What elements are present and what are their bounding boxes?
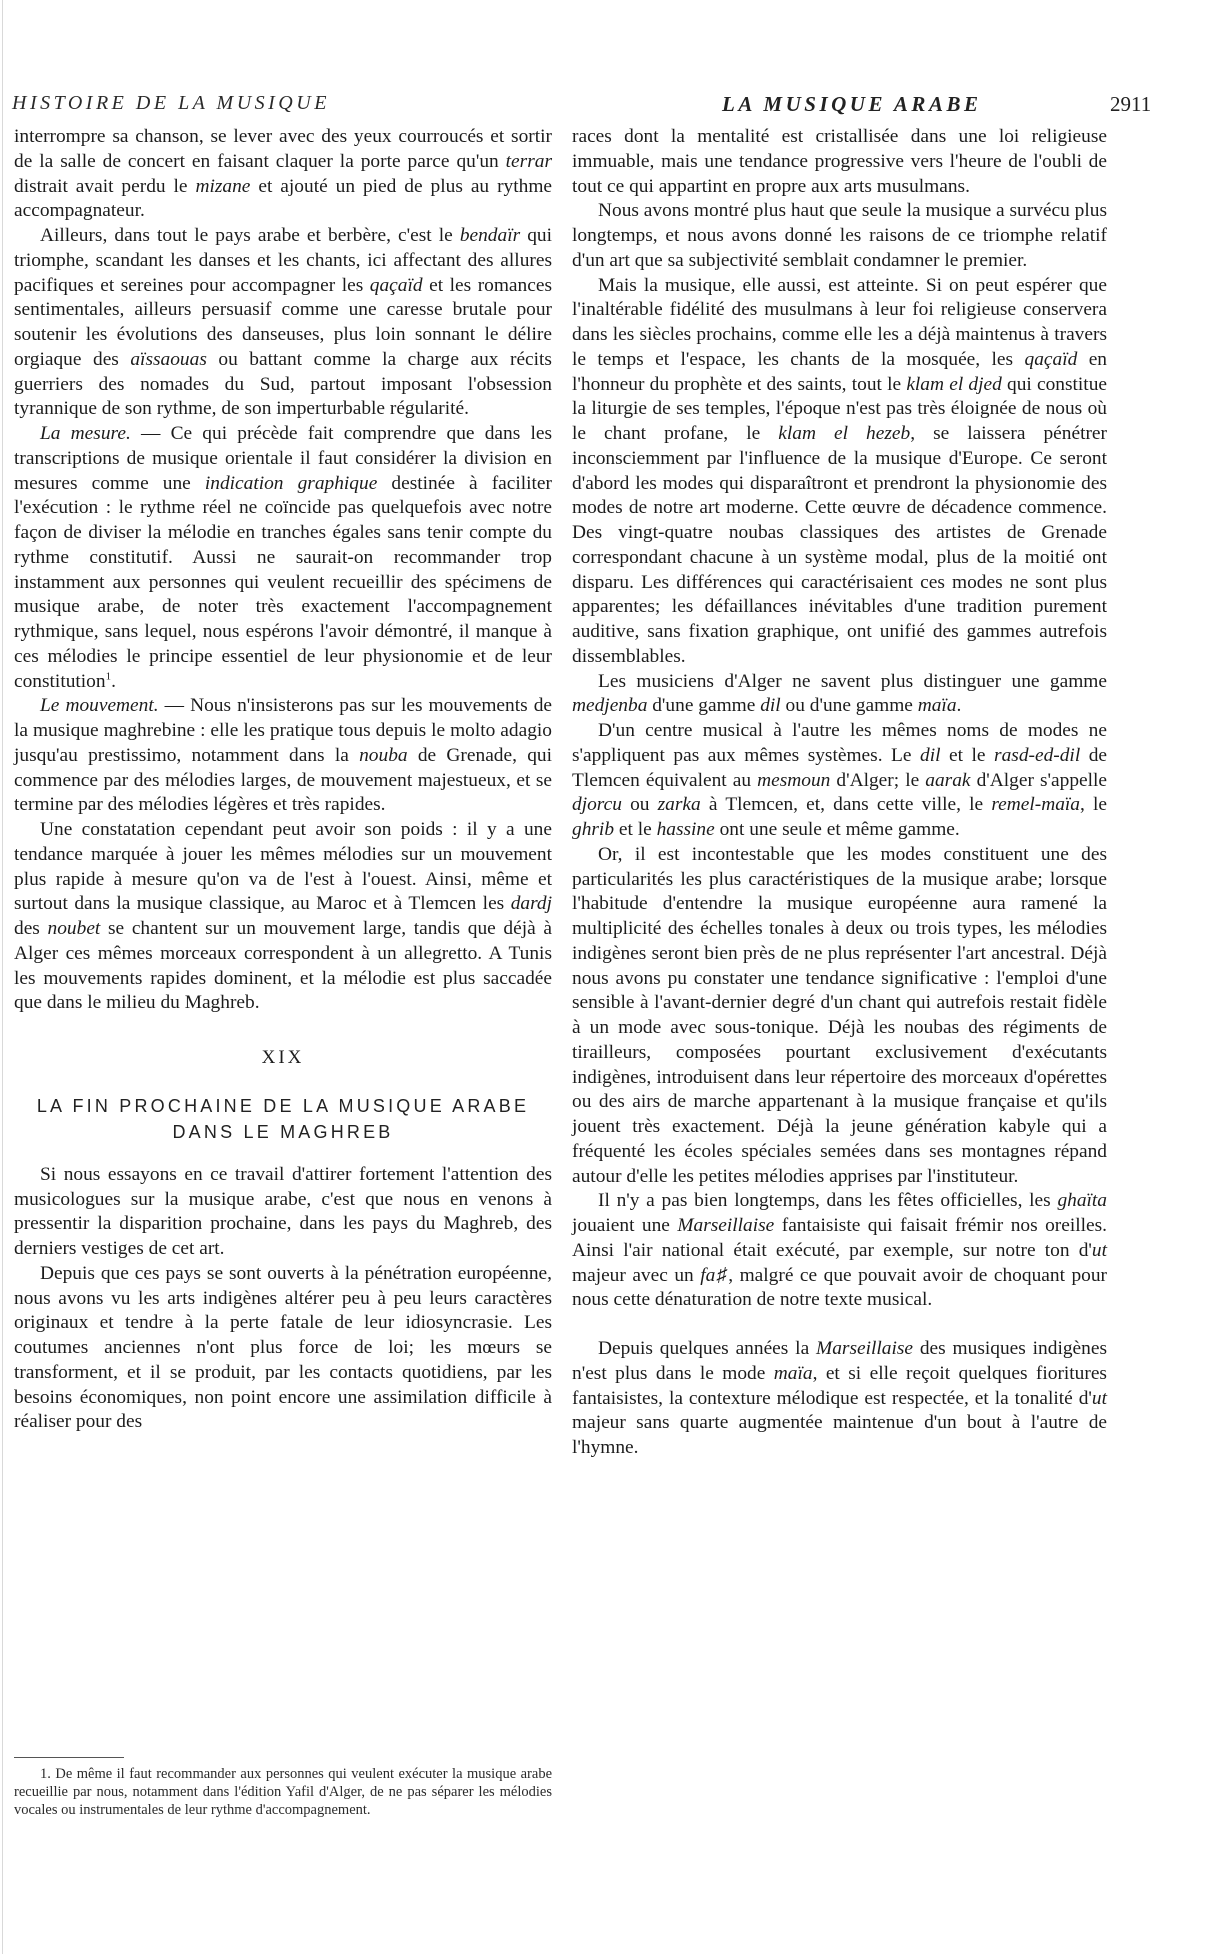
page-gutter-line: [2, 0, 3, 1954]
text-run: ou d'une gamme: [780, 695, 918, 717]
text-run: qui triomphe, scandant les danses et les chants, ici affectant des allures pacifiques et sereines pour accompagner les: [14, 225, 552, 296]
italic-term: dardj: [510, 893, 552, 915]
text-run: et ajouté un pied de plus au rythme accompagnateur.: [14, 175, 553, 222]
right-column: [572, 125, 1107, 1461]
italic-term: aarak: [925, 769, 971, 791]
paragraph: Or, il est incontestable que les modes constituent une des particularités les plus caractéristiques de la musique arabe; lorsque l'habitude d'entendre la musique européenne aura ramené la multiplicité des échelles tonales à deux ou trois types, les mélodies indigènes seront bien près de ne plus représenter l'art ancestral. Déjà nous avons pu constater une tendance significative : l'emploi d'une sensible à l'avant-dernier degré d'un chant qui autrefois restait fidèle à un mode avec sous-tonique. Déjà les noubas des régiments de tirailleurs, composées pourtant exclusivement d'exécutants indigènes, introduisent dans leur répertoire des morceaux d'opérettes ou des airs de marche appartenant à la musique française et qu'ils jouent très exactement. Déjà la jeune génération kabyle qui a fréquenté les écoles spéciales semées dans ses montagnes répand autour d'elle les petites mélodies apprises par l'instituteur.: [572, 843, 1107, 1187]
text-run: et le: [614, 819, 657, 840]
page-number: 2911: [1110, 92, 1152, 116]
text-run: destinée à faciliter l'exécution : le rythme réel ne coïncide pas quelquefois avec notre façon de diviser la mélodie en tranches égales sans tenir compte du rythme constitutif. Aussi ne saurait-on recommander trop instamment aux personnes qui veulent recueillir des spécimens de musique arabe, de noter très exactement l'accompagnement rythmique, sans lequel, nous espérons l'avoir démontré, il manque à ces mélodies le principe essentiel de leur physionomie et de leur constitution: [14, 472, 552, 692]
text-run: , le: [1079, 794, 1107, 816]
footnote-rule: [14, 1757, 124, 1758]
text-run: Ailleurs, dans tout le pays arabe et berbère, c'est le: [40, 225, 460, 246]
paragraph: [572, 274, 1107, 670]
text-run: à Tlemcen, et, dans cette ville, le: [700, 794, 992, 816]
text-run: — Nous n'insisterons pas sur les mouvements de la musique maghrebine : elle les pratique tous depuis le molto adagio jusqu'au prestissimo, notamment dans la: [14, 695, 552, 766]
text-run: fantaisiste qui faisait frémir nos oreilles. Ainsi l'air national était exécuté, par exemple, sur notre ton d': [572, 1215, 1107, 1261]
text-run: — Ce qui précède fait comprendre que dans les transcriptions de musique orientale il faut considérer la division en mesures comme une: [14, 423, 552, 494]
section-numeral: XIX: [261, 1047, 305, 1068]
paragraph: [14, 125, 552, 224]
paragraph: [14, 818, 552, 1016]
paragraph: [14, 224, 552, 422]
italic-term: rasd-ed-dil: [994, 744, 1081, 766]
text-run: de Grenade, qui commence par des mélodies larges, de mouvement majestueux, et se termine par des mélodies légères et très rapides.: [14, 744, 552, 816]
paragraph: [572, 719, 1107, 843]
section-title-line: LA FIN PROCHAINE DE LA MUSIQUE ARABE: [36, 1095, 530, 1116]
italic-term: ut: [1091, 1387, 1107, 1409]
running-header-right: LA MUSIQUE ARABE: [722, 92, 982, 116]
italic-term: hassine: [656, 819, 715, 840]
italic-term: terrar: [505, 150, 552, 172]
text-run: d'Alger; le: [830, 769, 926, 791]
italic-term: indication graphique: [204, 472, 378, 494]
paragraph: Si nous essayons en ce travail d'attirer fortement l'attention des musicologues sur la musique arabe, c'est que nous en venons à pressentir la disparition prochaine, dans les pays du Maghreb, des derniers vestiges de cet art.: [14, 1163, 552, 1259]
text-run: Il n'y a pas bien longtemps, dans les fêtes officielles, les: [598, 1190, 1058, 1212]
italic-term: mesmoun: [757, 769, 831, 791]
footnote-marker: 1: [105, 670, 112, 683]
italic-term: klam el hezeb: [778, 423, 911, 444]
text-run: des: [14, 918, 48, 939]
italic-term: klam el djed: [906, 373, 1002, 395]
footnote: 1. De même il faut recommander aux personnes qui veulent exécuter la musique arabe recueillie par nous, notamment dans l'édition Yafil d'Alger, de ne pas séparer les mélodies vocales ou instrumentales de leur rythme d'accompagnement.: [14, 1766, 552, 1818]
italic-term: Marseillaise: [677, 1215, 775, 1236]
text-run: d'Alger s'appelle: [970, 769, 1108, 791]
italic-term: ghaïta: [1057, 1190, 1107, 1212]
italic-term: zarka: [657, 794, 701, 816]
section-title: [14, 1093, 552, 1145]
text-run: Depuis quelques années la: [598, 1338, 817, 1359]
text-run: , et si elle reçoit quelques fioritures fantaisistes, la contexture mélodique est respectée, et la tonalité d': [572, 1362, 1107, 1409]
section-title-line: DANS LE MAGHREB: [172, 1121, 394, 1142]
italic-term: noubet: [47, 918, 101, 939]
paragraph: [14, 694, 552, 818]
italic-term: medjenba: [572, 695, 648, 717]
text-run: .: [956, 695, 962, 717]
text-run: ou battant comme la charge aux récits guerriers des nomades du Sud, partout imposant l'obsession tyrannique de son rythme, de son imperturbable régularité.: [14, 348, 552, 420]
paragraph: [572, 1189, 1107, 1313]
italic-term: ghrib: [572, 819, 615, 840]
italic-term: qaçaïd: [1024, 348, 1078, 370]
text-run: de Tlemcen équivalent au: [572, 744, 1108, 791]
text-run: Les musiciens d'Alger ne savent plus distinguer une gamme: [598, 670, 1107, 692]
text-run: en l'honneur du prophète et des saints, tout le: [572, 348, 1107, 395]
italic-term: mizane: [195, 175, 251, 197]
subheading-le-mouvement: Le mouvement.: [40, 695, 159, 717]
text-run: Mais la musique, elle aussi, est atteinte. Si on peut espérer que l'inaltérable fidélité des musulmans à leur foi religieuse conservera dans les siècles prochains, comme elle les a déjà maintenus à travers le temps et l'espace, les chants de la mosquée, les: [572, 274, 1107, 370]
text-run: , se laissera pénétrer inconsciemment par l'influence de la musique d'Europe. Ce seront d'abord les modes qui disparaîtront et prendront la physionomie des modes de notre art moderne. Cette œuvre de décadence commence. Des vingt-quatre noubas classiques des artistes de Grenade correspondant chacune à un système modal, plus de la moitié ont disparu. Les différences qui caractérisaient ces modes ne sont plus apparentes; les défaillances inévitables d'une tradition purement auditive, sans fixation graphique, ont unifié des gammes autrefois dissemblables.: [572, 423, 1107, 667]
text-run: distrait avait perdu le: [14, 175, 196, 197]
text-run: se chantent sur un mouvement large, tandis que déjà à Alger ces mêmes morceaux correspondent à un allegretto. A Tunis les mouvements rapides dominent, et la mélodie est plus saccadée que dans le milieu du Maghreb.: [14, 918, 552, 1014]
text-run: et les romances sentimentales, ailleurs persuasif comme une caresse brutale pour soutenir les évolutions des danseuses, plus loin sonnant le délire orgiaque des: [14, 274, 552, 370]
text-run: majeur sans quarte augmentée maintenue d'un bout à l'autre de l'hymne.: [572, 1412, 1107, 1458]
running-header-left: HISTOIRE DE LA MUSIQUE: [12, 92, 330, 114]
text-run: , malgré ce que pouvait avoir de choquant pour nous cette dénaturation de notre texte musical.: [572, 1264, 1107, 1311]
paragraph: races dont la mentalité est cristallisée dans une loi religieuse immuable, mais une tendance progressive vers l'heure de l'oubli de tout ce qui appartint en propre aux arts musulmans.: [572, 126, 1107, 197]
subheading-la-mesure: La mesure.: [40, 423, 131, 444]
italic-term: djorcu: [572, 794, 622, 816]
paragraph: [572, 1337, 1107, 1461]
italic-term: Marseillaise: [816, 1338, 913, 1359]
left-column: [14, 125, 552, 1435]
italic-term: bendaïr: [459, 225, 521, 246]
text-run: interrompre sa chanson, se lever avec des yeux courroucés et sortir de la salle de concert en faisant claquer la porte parce qu'un: [14, 126, 552, 172]
text-run: D'un centre musical à l'autre les mêmes noms de modes ne s'appliquent pas aux mêmes systèmes. Le: [572, 720, 1107, 766]
italic-term: ut: [1091, 1239, 1107, 1261]
paragraph: Nous avons montré plus haut que seule la musique a survécu plus longtemps, et nous avons donné les raisons de ce triomphe relatif d'un art que sa subjectivité semblait condamner le premier.: [572, 200, 1107, 271]
text-run: jouaient une: [572, 1215, 678, 1236]
text-run: Une constatation cependant peut avoir son poids : il y a une tendance marquée à jouer les mêmes mélodies sur un mouvement plus rapide à mesure qu'on va de l'est à l'ouest. Ainsi, même et surtout dans la musique classique, au Maroc et à Tlemcen les: [14, 819, 552, 915]
italic-term: dil: [920, 744, 941, 766]
text-run: .: [111, 670, 116, 692]
text-run: des musiques indigènes n'est plus dans le mode: [572, 1338, 1107, 1384]
paragraph: Depuis que ces pays se sont ouverts à la pénétration européenne, nous avons vu les arts indigènes altérer peu à peu leurs caractères originaux et tendre à la perte fatale de leur idiosyncrasie. Les coutumes anciennes n'ont plus force de loi; les mœurs se transforment, et il se produit, par les contacts quotidiens, par les besoins économiques, non point encore une assimilation difficile à réaliser pour des: [14, 1262, 552, 1433]
text-run: ont une seule et même gamme.: [714, 819, 960, 840]
italic-term: maïa: [917, 695, 957, 717]
italic-term: remel-maïa: [991, 794, 1080, 816]
paragraph: [14, 422, 552, 694]
italic-term: fa♯: [700, 1264, 729, 1286]
italic-term: aïssaouas: [130, 348, 207, 370]
text-run: qui constitue la liturgie de ses temples, l'époque n'est pas très éloignée de nous où le chant profane, le: [572, 373, 1107, 444]
paragraph-spacer: [572, 1313, 1107, 1337]
italic-term: nouba: [359, 744, 408, 766]
text-run: d'une gamme: [647, 695, 761, 717]
italic-term: qaçaïd: [369, 274, 423, 296]
italic-term: dil: [760, 695, 781, 717]
paragraph: [572, 670, 1107, 720]
text-run: majeur avec un: [572, 1264, 701, 1286]
text-run: ou: [621, 794, 658, 816]
italic-term: maïa: [773, 1362, 813, 1384]
text-run: et le: [940, 744, 995, 766]
